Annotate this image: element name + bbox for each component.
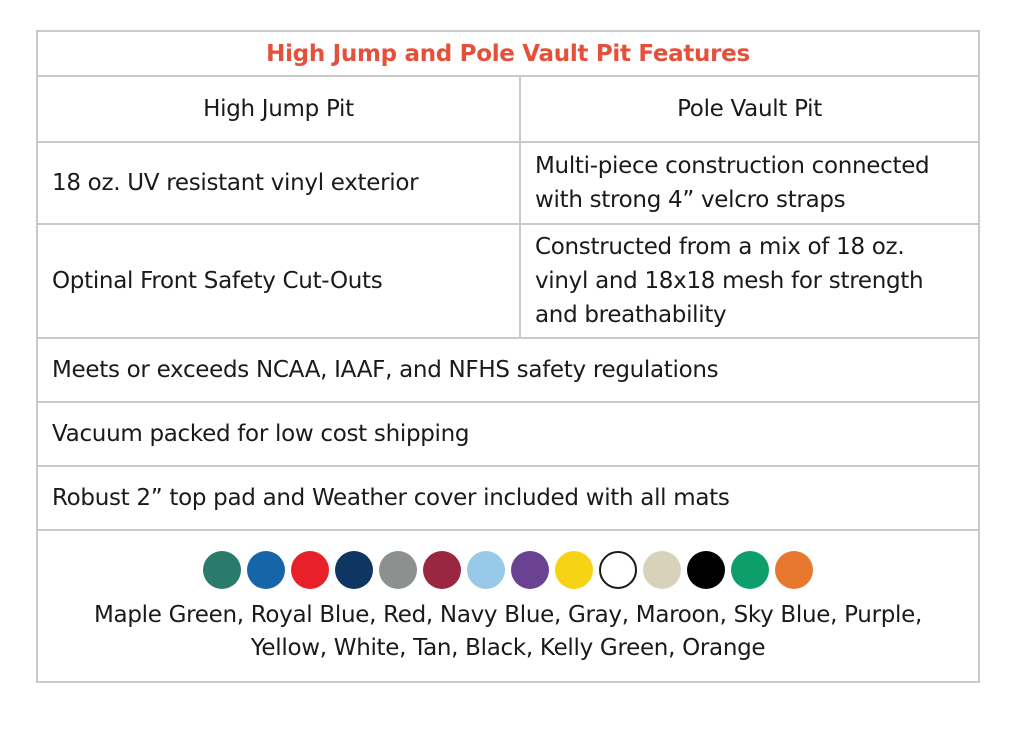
color-swatch-black [687,551,725,589]
color-swatch-yellow [555,551,593,589]
column-header-row [37,76,979,142]
table-title: High Jump and Pole Vault Pit Features [37,31,979,76]
shared-feature-row [37,338,979,402]
title-row [37,31,979,76]
color-swatch-red [291,551,329,589]
color-swatch-royal-blue [247,551,285,589]
column-header-pole-vault: Pole Vault Pit [520,76,979,142]
color-names [68,599,948,665]
color-swatch-sky-blue [467,551,505,589]
color-swatch-maroon [423,551,461,589]
color-swatch-orange [775,551,813,589]
shared-feature-row [37,402,979,466]
high-jump-feature: 18 oz. UV resistant vinyl exterior [37,142,520,224]
color-swatch-tan [643,551,681,589]
table-row [37,142,979,224]
color-names-line: Maple Green, Royal Blue, Red, Navy Blue, Gray, Maroon, Sky Blue, Purple, [93,602,922,628]
color-names-line: Yellow, White, Tan, Black, Kelly Green, Orange [250,635,766,661]
color-swatch-white [599,551,637,589]
table-row [37,224,979,338]
color-swatch-gray [379,551,417,589]
high-jump-feature: Optinal Front Safety Cut-Outs [37,224,520,338]
features-table [36,30,980,683]
pole-vault-feature: Constructed from a mix of 18 oz. vinyl and 18x18 mesh for strength and breathability [520,224,979,338]
colors-cell [37,530,979,682]
color-swatches [52,551,964,589]
shared-feature: Robust 2” top pad and Weather cover included with all mats [37,466,979,530]
color-swatch-maple-green [203,551,241,589]
color-swatch-purple [511,551,549,589]
shared-feature-row [37,466,979,530]
colors-row [37,530,979,682]
pole-vault-feature: Multi-piece construction connected with strong 4” velcro straps [520,142,979,224]
color-swatch-kelly-green [731,551,769,589]
color-swatch-navy-blue [335,551,373,589]
shared-feature: Vacuum packed for low cost shipping [37,402,979,466]
shared-feature: Meets or exceeds NCAA, IAAF, and NFHS safety regulations [37,338,979,402]
column-header-high-jump: High Jump Pit [37,76,520,142]
